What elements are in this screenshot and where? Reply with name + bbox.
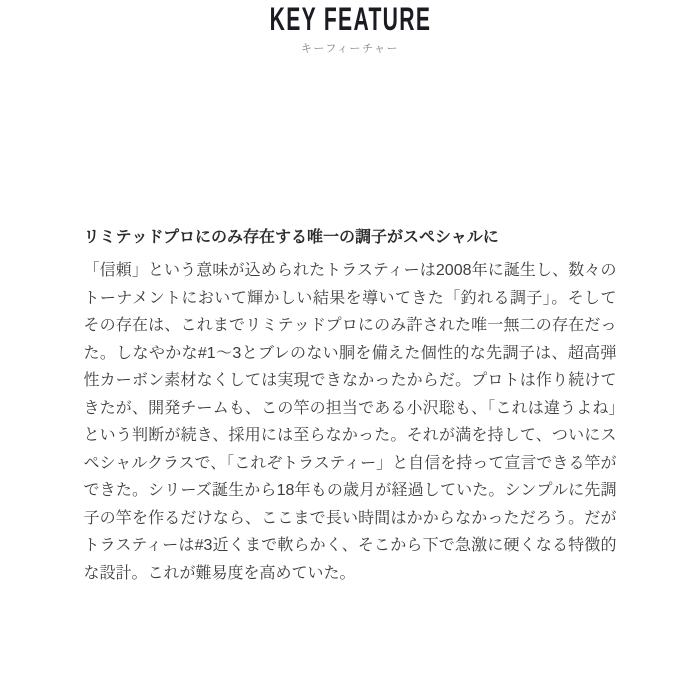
article-body: 「信頼」という意味が込められたトラスティーは2008年に誕生し、数々のトーナメントにおいて輝かしい結果を導いてきた「釣れる調子」。そしてその存在は、これまでリミテッドプロにのみ許された唯一無二の存在だった。しなやかな#1～3とブレのない胴を備えた個性的な先調子は、超高弾性カーボン素材なくしては実現できなかったからだ。プロトは作り続けてきたが、開発チームも、この竿の担当である小沢聡も、「これは違うよね」という判断が続き、採用には至らなかった。それが満を持して、ついにスペシャルクラスで、「これぞトラスティー」と自信を持って宣言できる竿ができた。シリーズ誕生から18年もの歳月が経過していた。シンプルに先調子の竿を作るだけなら、ここまで長い時間はかからなかっただろう。だがトラスティーは#3近くまで軟らかく、そこから下で急激に硬くなる特徴的な設計。これが難易度を高めていた。 xyxy=(83,262,617,582)
article-heading: リミテッドプロにのみ存在する唯一の調子がスペシャルに xyxy=(83,229,499,246)
page-subtitle: キーフィーチャー xyxy=(300,43,400,55)
page-title: KEY FEATURE xyxy=(269,1,431,37)
section-header xyxy=(0,0,700,55)
key-feature-article xyxy=(84,224,617,587)
